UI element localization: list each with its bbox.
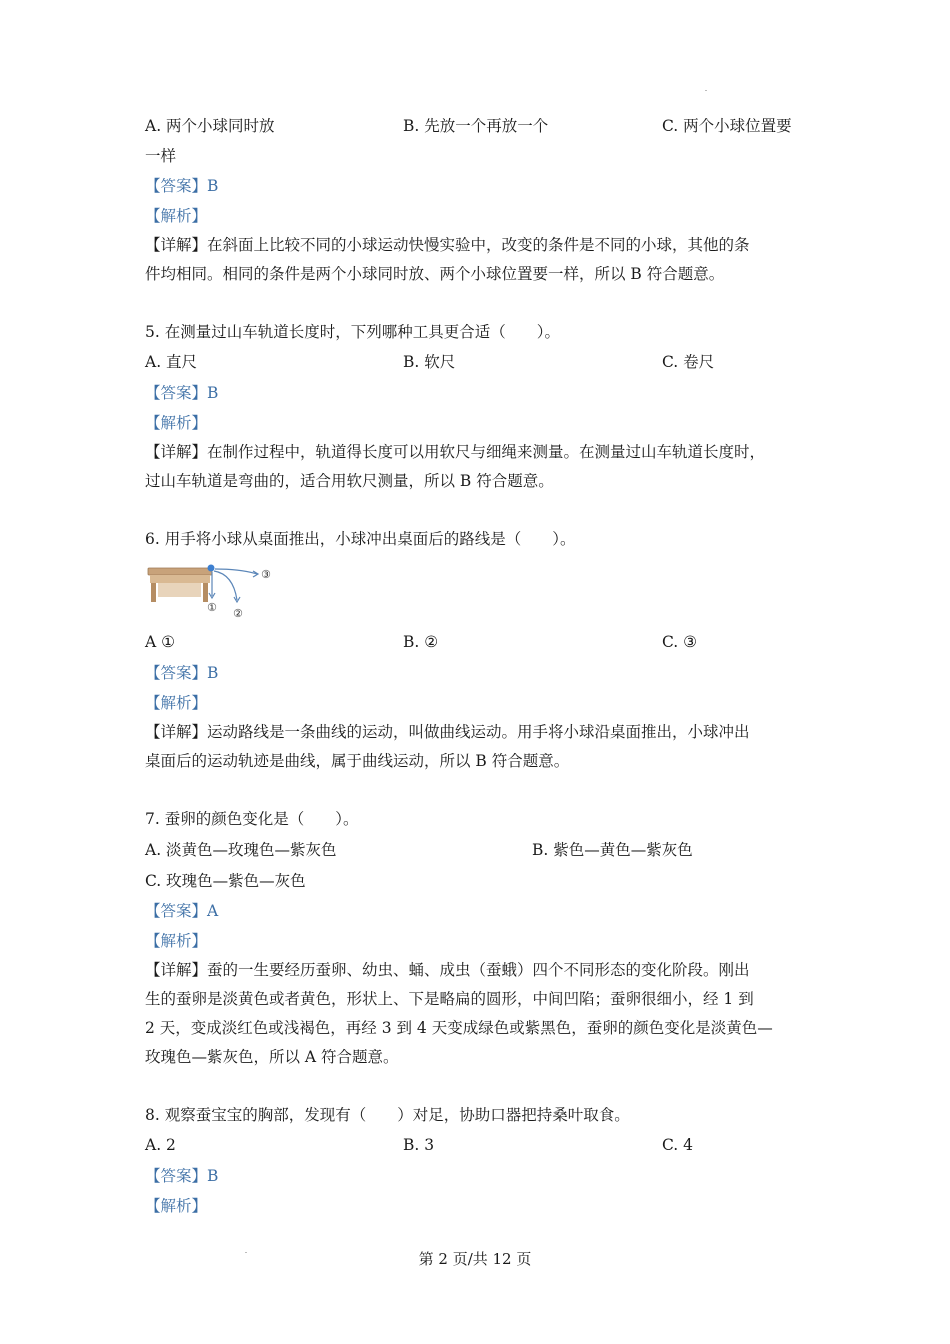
q5-detail-text: 在制作过程中，轨道得长度可以用软尺与细绳来测量。在测量过山车轨道长度时， (207, 443, 766, 461)
q4-option-c: C. 两个小球位置要 (662, 117, 792, 135)
scan-mark (705, 90, 707, 91)
q4-answer (145, 175, 218, 197)
q7-question: 7. 蚕卵的颜色变化是（ ）。 (145, 810, 359, 828)
figure-label-2: ② (233, 607, 243, 620)
q5-option-a: A. 直尺 (145, 353, 198, 371)
page-number: 第 2 页/共 12 页 (418, 1250, 532, 1268)
table-apron (150, 575, 210, 583)
detail-label: 【详解】 (145, 443, 208, 461)
detail-label: 【详解】 (145, 723, 208, 741)
figure-label-1: ① (207, 601, 217, 614)
table-top (148, 568, 212, 575)
q8-option-c: C. 4 (662, 1136, 694, 1154)
q8-option-b: B. 3 (403, 1136, 435, 1154)
q7-option-b: B. 紫色—黄色—紫灰色 (532, 841, 693, 859)
q6-option-c: C. ③ (662, 633, 698, 651)
q5-detail (145, 441, 765, 463)
table-leg-left (151, 583, 156, 602)
q4-detail (145, 234, 750, 256)
q4-option-b: B. 先放一个再放一个 (403, 117, 549, 135)
q5-analysis-label: 【解析】 (145, 414, 208, 432)
path-2 (214, 571, 237, 600)
q7-option-c: C. 玫瑰色—紫色—灰色 (145, 872, 306, 890)
q8-analysis-label: 【解析】 (145, 1197, 208, 1215)
table-trajectory-figure (145, 562, 285, 622)
q6-analysis-label: 【解析】 (145, 694, 208, 712)
q7-detail-line4: 玫瑰色—紫灰色，所以 A 符合题意。 (145, 1048, 399, 1066)
q7-option-a: A. 淡黄色—玫瑰色—紫灰色 (145, 841, 337, 859)
q7-detail-line2: 生的蚕卵是淡黄色或者黄色，形状上、下是略扁的圆形，中间凹陷；蚕卵很细小，经 1 到 (145, 990, 754, 1008)
q5-detail-line2: 过山车轨道是弯曲的，适合用软尺测量，所以 B 符合题意。 (145, 472, 554, 490)
q8-option-a: A. 2 (145, 1136, 176, 1154)
table-shadow (158, 583, 201, 597)
q7-detail (145, 959, 750, 981)
q6-detail (145, 721, 750, 743)
q6-answer: 【答案】B (145, 664, 219, 682)
q4-detail-text: 在斜面上比较不同的小球运动快慢实验中，改变的条件是不同的小球，其他的条 (207, 236, 750, 254)
q5-option-c: C. 卷尺 (662, 353, 715, 371)
q4-detail-line2: 件均相同。相同的条件是两个小球同时放、两个小球位置要一样，所以 B 符合题意。 (145, 265, 725, 283)
q5-answer: 【答案】B (145, 384, 219, 402)
q4-option-c-wrap: 一样 (145, 147, 177, 165)
q6-detail-line2: 桌面后的运动轨迹是曲线，属于曲线运动，所以 B 符合题意。 (145, 752, 570, 770)
q7-analysis-label: 【解析】 (145, 932, 208, 950)
q6-question: 6. 用手将小球从桌面推出，小球冲出桌面后的路线是（ ）。 (145, 530, 576, 548)
q6-option-b: B. ② (403, 633, 439, 651)
q4-option-a: A. 两个小球同时放 (145, 117, 275, 135)
q6-option-a: A ① (145, 633, 176, 651)
q4-analysis-label: 【解析】 (145, 207, 208, 225)
q6-detail-text: 运动路线是一条曲线的运动，叫做曲线运动。用手将小球沿桌面推出，小球冲出 (207, 723, 750, 741)
q5-option-b: B. 软尺 (403, 353, 456, 371)
answer-label: 【答案】B (145, 177, 219, 195)
ball (208, 565, 215, 572)
figure-label-3: ③ (261, 568, 271, 581)
table-leg-right (203, 583, 208, 602)
q8-question: 8. 观察蚕宝宝的胸部，发现有（ ）对足，协助口器把持桑叶取食。 (145, 1106, 630, 1124)
q7-detail-text: 蚕的一生要经历蚕卵、幼虫、蛹、成虫（蚕蛾）四个不同形态的变化阶段。刚出 (207, 961, 750, 979)
q5-question: 5. 在测量过山车轨道长度时，下列哪种工具更合适（ ）。 (145, 323, 560, 341)
detail-label: 【详解】 (145, 236, 208, 254)
q7-detail-line3: 2 天，变成淡红色或浅褐色，再经 3 到 4 天变成绿色或紫黑色，蚕卵的颜色变化是淡黄色— (145, 1019, 773, 1037)
detail-label: 【详解】 (145, 961, 208, 979)
q7-answer: 【答案】A (145, 902, 219, 920)
q8-answer: 【答案】B (145, 1167, 219, 1185)
